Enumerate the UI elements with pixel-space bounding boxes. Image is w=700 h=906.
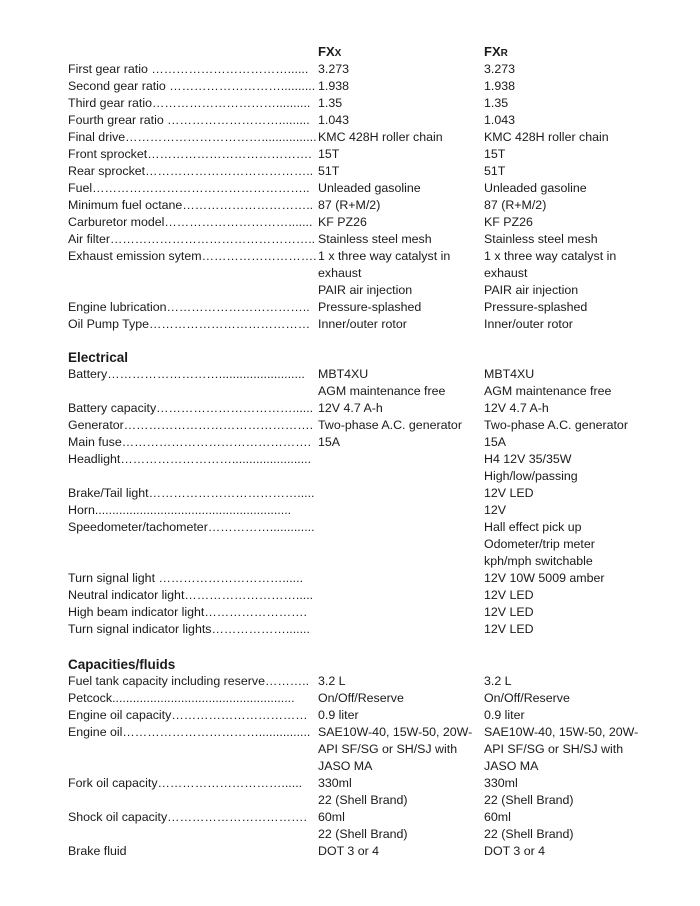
spec-label: Horn.........................................................: [68, 503, 292, 517]
value-fxr: H4 12V 35/35W: [484, 452, 572, 466]
spec-row: [68, 451, 668, 468]
value-fxr: 1 x three way catalyst in: [484, 249, 617, 263]
value-fxr: exhaust: [484, 266, 528, 280]
value-fxr: 12V 4.7 A-h: [484, 401, 549, 415]
spec-row: [68, 809, 668, 826]
value-fxr: kph/mph switchable: [484, 554, 593, 568]
spec-label: Fuel……………………………………………..: [68, 181, 310, 195]
value-fxx: KF PZ26: [318, 215, 367, 229]
column-header-main: FX: [318, 44, 335, 59]
spec-row: [68, 78, 668, 95]
value-fxx: 1.35: [318, 96, 343, 110]
value-fxx: 60ml: [318, 810, 345, 824]
value-fxr: 1.35: [484, 96, 509, 110]
spec-row: [68, 485, 668, 502]
value-fxr: Pressure-splashed: [484, 300, 588, 314]
value-fxr: AGM maintenance free: [484, 384, 612, 398]
value-fxr: 22 (Shell Brand): [484, 793, 574, 807]
spec-label: Brake/Tail light……………………………….....: [68, 486, 315, 500]
section-title: Electrical: [68, 350, 129, 365]
value-fxr: 1.938: [484, 79, 516, 93]
value-fxx: 330ml: [318, 776, 352, 790]
spec-label: Carburetor model………………………….......: [68, 215, 313, 229]
spec-label: Minimum fuel octane…………………………..: [68, 198, 314, 212]
value-fxx: 15A: [318, 435, 341, 449]
spec-row: [68, 366, 668, 383]
value-fxx: DOT 3 or 4: [318, 844, 380, 858]
spec-label: Fork oil capacity…………………………......: [68, 776, 303, 790]
value-fxx: KMC 428H roller chain: [318, 130, 443, 144]
spec-label: Battery……………………….........................: [68, 367, 305, 381]
spec-row: [68, 316, 668, 333]
spec-row: [68, 843, 668, 860]
spec-label: Fuel tank capacity including reserve………..: [68, 674, 310, 688]
column-header-main: FX: [484, 44, 501, 59]
spec-row: [68, 536, 668, 553]
spec-label: Rear sprocket…………………………………..: [68, 164, 314, 178]
value-fxx: exhaust: [318, 266, 362, 280]
spec-row: [68, 383, 668, 400]
spec-row: [68, 214, 668, 231]
value-fxx: 0.9 liter: [318, 708, 359, 722]
spec-row: [68, 248, 668, 265]
value-fxr: 60ml: [484, 810, 511, 824]
value-fxr: 22 (Shell Brand): [484, 827, 574, 841]
value-fxr: 3.273: [484, 62, 516, 76]
spec-row: [68, 468, 668, 485]
value-fxr: Odometer/trip meter: [484, 537, 595, 551]
spec-label: Turn signal light …………………………......: [68, 571, 304, 585]
value-fxx: 51T: [318, 164, 340, 178]
spec-label: Petcock.....................................................: [68, 691, 295, 705]
value-fxx: MBT4XU: [318, 367, 369, 381]
value-fxx: AGM maintenance free: [318, 384, 446, 398]
spec-row: [68, 741, 668, 758]
value-fxr: Unleaded gasoline: [484, 181, 587, 195]
spec-row: [68, 231, 668, 248]
spec-row: [68, 299, 668, 316]
spec-row: [68, 265, 668, 282]
spec-label: Second gear ratio ………………………..........: [68, 79, 316, 93]
column-header-suffix: R: [500, 48, 508, 59]
value-fxx: PAIR air injection: [318, 283, 413, 297]
value-fxr: 51T: [484, 164, 506, 178]
value-fxx: Stainless steel mesh: [318, 232, 432, 246]
value-fxx: 12V 4.7 A-h: [318, 401, 383, 415]
column-header-suffix: X: [334, 48, 342, 59]
spec-row: [68, 282, 668, 299]
value-fxr: 1.043: [484, 113, 516, 127]
spec-row: [68, 570, 668, 587]
spec-label: Turn signal indicator lights……………….......: [68, 622, 310, 636]
spec-label: Exhaust emission sytem……………………….: [68, 249, 317, 263]
spec-row: [68, 826, 668, 843]
spec-label: Generator……………………………………….: [68, 418, 314, 432]
spec-row: [68, 129, 668, 146]
value-fxx: 3.273: [318, 62, 350, 76]
value-fxx: 1.938: [318, 79, 350, 93]
value-fxx: 15T: [318, 147, 340, 161]
spec-row: [68, 180, 668, 197]
value-fxr: 330ml: [484, 776, 518, 790]
value-fxx: Two-phase A.C. generator: [318, 418, 462, 432]
value-fxr: 12V LED: [484, 605, 534, 619]
value-fxr: 87 (R+M/2): [484, 198, 547, 212]
spec-row: [68, 673, 668, 690]
section-title: Capacities/fluids: [68, 657, 176, 672]
spec-label: Engine oil……………………………...............: [68, 725, 311, 739]
spec-row: [68, 502, 668, 519]
value-fxr: 12V LED: [484, 588, 534, 602]
spec-label: Battery capacity……………………………......: [68, 401, 314, 415]
spec-label: Air filter…………………………………………..: [68, 232, 316, 246]
spec-label: Headlight……………………….......................: [68, 452, 312, 466]
spec-label: Brake fluid: [68, 844, 127, 858]
spec-row: [68, 146, 668, 163]
spec-row: [68, 553, 668, 570]
value-fxx: Pressure-splashed: [318, 300, 422, 314]
value-fxr: JASO MA: [484, 759, 539, 773]
spec-label: Fourth grear ratio ……………………….........: [68, 113, 310, 127]
spec-row: [68, 400, 668, 417]
spec-label: Neutral indicator light……………………….....: [68, 588, 314, 602]
value-fxx: 22 (Shell Brand): [318, 793, 408, 807]
spec-row: [68, 519, 668, 536]
value-fxr: Hall effect pick up: [484, 520, 582, 534]
spec-row: [68, 61, 668, 78]
spec-label: Final drive……………………………................: [68, 130, 317, 144]
value-fxr: High/low/passing: [484, 469, 578, 483]
spec-label: Main fuse……………………………………….: [68, 435, 312, 449]
spec-row: [68, 621, 668, 638]
value-fxr: 0.9 liter: [484, 708, 525, 722]
value-fxr: 12V 10W 5009 amber: [484, 571, 605, 585]
value-fxr: 15T: [484, 147, 506, 161]
value-fxr: 12V LED: [484, 486, 534, 500]
spec-row: [68, 587, 668, 604]
value-fxr: Inner/outer rotor: [484, 317, 573, 331]
spec-row: [68, 197, 668, 214]
value-fxr: SAE10W-40, 15W-50, 20W-: [484, 725, 639, 739]
value-fxr: 3.2 L: [484, 674, 512, 688]
spec-row: [68, 792, 668, 809]
spec-row: [68, 775, 668, 792]
spec-label: Front sprocket………………………………….: [68, 147, 312, 161]
spec-row: [68, 604, 668, 621]
value-fxx: Inner/outer rotor: [318, 317, 407, 331]
value-fxx: 1.043: [318, 113, 350, 127]
column-header-fxx: [318, 44, 341, 61]
value-fxr: MBT4XU: [484, 367, 535, 381]
value-fxx: Unleaded gasoline: [318, 181, 421, 195]
value-fxr: API SF/SG or SH/SJ with: [484, 742, 624, 756]
value-fxr: Two-phase A.C. generator: [484, 418, 628, 432]
value-fxr: On/Off/Reserve: [484, 691, 570, 705]
value-fxx: On/Off/Reserve: [318, 691, 404, 705]
value-fxx: JASO MA: [318, 759, 373, 773]
value-fxr: KMC 428H roller chain: [484, 130, 609, 144]
spec-row: [68, 724, 668, 741]
spec-row: [68, 163, 668, 180]
spec-label: Engine oil capacity……………………………: [68, 708, 308, 722]
spec-label: High beam indicator light…………………….: [68, 605, 307, 619]
spec-row: [68, 112, 668, 129]
value-fxx: SAE10W-40, 15W-50, 20W-: [318, 725, 473, 739]
value-fxx: 87 (R+M/2): [318, 198, 381, 212]
spec-label: Speedometer/tachometer…………….............: [68, 520, 315, 534]
value-fxr: 15A: [484, 435, 507, 449]
value-fxx: 22 (Shell Brand): [318, 827, 408, 841]
spec-label: Engine lubrication……………………………..: [68, 300, 310, 314]
spec-label: Oil Pump Type…………………………………: [68, 317, 311, 331]
value-fxx: API SF/SG or SH/SJ with: [318, 742, 458, 756]
spec-row: [68, 95, 668, 112]
value-fxr: 12V LED: [484, 622, 534, 636]
value-fxr: PAIR air injection: [484, 283, 579, 297]
spec-label: Shock oil capacity…………………………….: [68, 810, 307, 824]
spec-row: [68, 417, 668, 434]
spec-label: Third gear ratio…………………………..........: [68, 96, 311, 110]
spec-row: [68, 707, 668, 724]
value-fxr: Stainless steel mesh: [484, 232, 598, 246]
spec-row: [68, 758, 668, 775]
spec-row: [68, 434, 668, 451]
value-fxr: KF PZ26: [484, 215, 533, 229]
value-fxr: 12V: [484, 503, 507, 517]
value-fxr: DOT 3 or 4: [484, 844, 546, 858]
column-header-fxr: [484, 44, 508, 61]
value-fxx: 1 x three way catalyst in: [318, 249, 451, 263]
value-fxx: 3.2 L: [318, 674, 346, 688]
spec-row: [68, 690, 668, 707]
spec-label: First gear ratio ……………………………......: [68, 62, 309, 76]
